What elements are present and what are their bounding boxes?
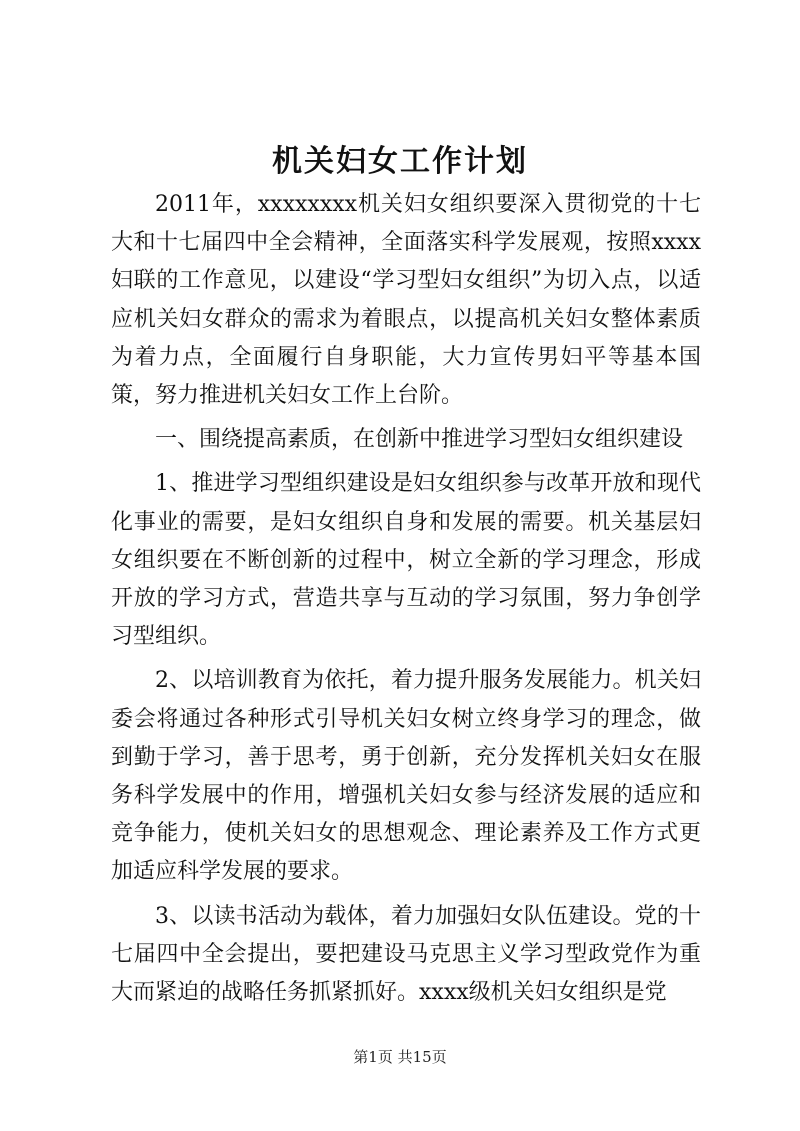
paragraph-item-2: 2、以培训教育为依托，着力提升服务发展能力。机关妇委会将通过各种形式引导机关妇女树立终身学习的理念，做到勤于学习，善于思考，勇于创新，充分发挥机关妇女在服务科学发展中的作用，增强机关妇女参与经济发展的适应和竞争能力，使机关妇女的思想观念、理论素养及工作方式更加适应科学发展的要求。 (111, 668, 701, 885)
paragraph-intro: 2011年，xxxxxxxx机关妇女组织要深入贯彻党的十七大和十七届四中全会精神，全面落实科学发展观，按照xxxx妇联的工作意见，以建设“学习型妇女组织”为切入点，以适应机关妇女群众的需求为着眼点，以提高机关妇女整体素质为着力点，全面履行自身职能，大力宣传男妇平等基本国策，努力推进机关妇女工作上台阶。 (111, 192, 701, 409)
document-title: 机关妇女工作计划 (272, 144, 528, 179)
document-body (111, 186, 701, 1012)
paragraph-item-1: 1、推进学习型组织建设是妇女组织参与改革开放和现代化事业的需要，是妇女组织自身和发展的需要。机关基层妇女组织要在不断创新的过程中，树立全新的学习理念，形成开放的学习方式，营造共享与互动的学习氛围，努力争创学习型组织。 (111, 471, 701, 650)
paragraph-item-3: 3、以读书活动为载体，着力加强妇女队伍建设。党的十七届四中全会提出，要把建设马克思主义学习型政党作为重大而紧迫的战略任务抓紧抓好。xxxx级机关妇女组织是党 (111, 903, 701, 1006)
section-heading: 一、围绕提高素质，在创新中推进学习型妇女组织建设 (155, 427, 684, 453)
page-footer: 第1页 共15页 (353, 1048, 447, 1066)
